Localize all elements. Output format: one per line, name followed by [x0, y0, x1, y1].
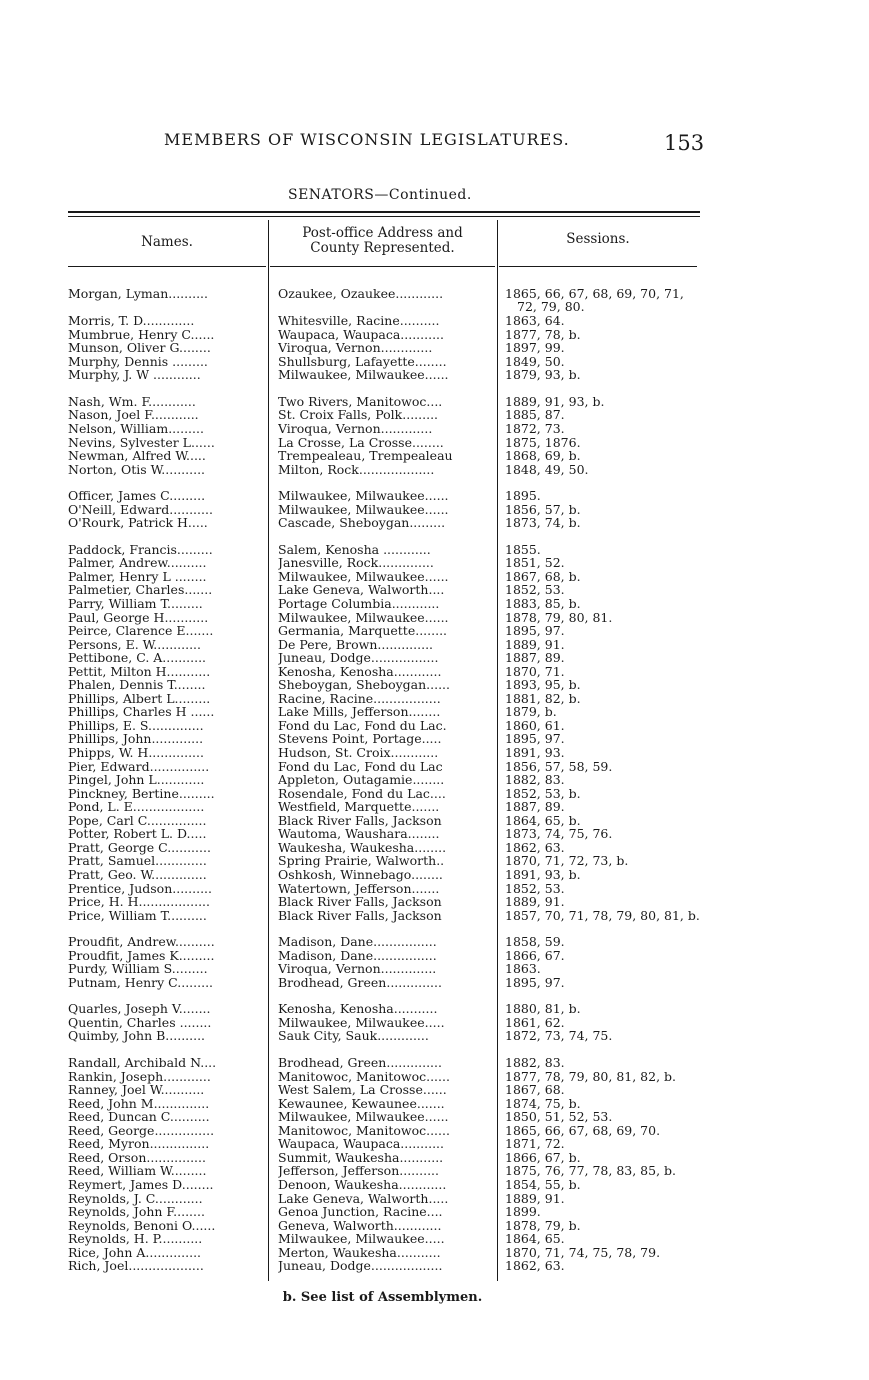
table-row	[68, 422, 700, 436]
senator-name: Persons, E. W............	[68, 638, 201, 652]
table-row	[68, 638, 700, 652]
post-office-address: Racine, Racine.................	[278, 692, 441, 706]
senator-name: Purdy, William S.........	[68, 962, 208, 976]
sessions-list: 1872, 73, 74, 75.	[505, 1029, 613, 1043]
senator-name: Price, William T..........	[68, 909, 207, 923]
senator-name: Proudfit, Andrew..........	[68, 935, 215, 949]
table-row	[68, 543, 700, 557]
senator-name: Nason, Joel F............	[68, 408, 199, 422]
sessions-list: 1862, 63.	[505, 841, 565, 855]
senator-name: Pettibone, C. A...........	[68, 651, 207, 665]
table-row	[68, 449, 700, 463]
post-office-address: Stevens Point, Portage.....	[278, 732, 442, 746]
table-top-rule	[68, 211, 700, 213]
sessions-list: 1867, 68.	[505, 1083, 565, 1097]
table-row	[68, 1137, 700, 1151]
post-office-address: Black River Falls, Jackson	[278, 814, 442, 828]
sessions-list: 1873, 74, b.	[505, 516, 581, 530]
table-row	[68, 962, 700, 976]
post-office-address: Germania, Marquette........	[278, 624, 448, 638]
sessions-list: 1852, 53.	[505, 583, 565, 597]
post-office-address: Spring Prairie, Walworth..	[278, 854, 445, 868]
column-header-names: Names.	[141, 234, 193, 250]
sessions-list: 1893, 95, b.	[505, 678, 581, 692]
post-office-address: Milton, Rock...................	[278, 463, 435, 477]
sessions-list: 1891, 93, b.	[505, 868, 581, 882]
table-row	[68, 463, 700, 477]
post-office-address: Waukesha, Waukesha........	[278, 841, 447, 855]
table-row	[68, 651, 700, 665]
table-row	[68, 773, 700, 787]
post-office-address: Wautoma, Waushara........	[278, 827, 440, 841]
senator-name: Pettit, Milton H...........	[68, 665, 211, 679]
senator-name: Phillips, E. S..............	[68, 719, 204, 733]
sessions-list: 1856, 57, 58, 59.	[505, 760, 613, 774]
senator-name: Prentice, Judson..........	[68, 882, 212, 896]
sessions-list: 1870, 71, 74, 75, 78, 79.	[505, 1246, 661, 1260]
senator-name: Reed, Duncan C..........	[68, 1110, 210, 1124]
senator-name: Phillips, Charles H ......	[68, 705, 215, 719]
post-office-address: Black River Falls, Jackson	[278, 909, 442, 923]
table-row	[68, 665, 700, 679]
senator-name: Putnam, Henry C.........	[68, 976, 214, 990]
footnote: b. See list of Assemblymen.	[282, 1290, 483, 1305]
table-row	[68, 368, 700, 382]
senator-name: Pope, Carl C...............	[68, 814, 207, 828]
table-row	[68, 597, 700, 611]
senator-name: Murphy, Dennis .........	[68, 355, 208, 369]
table-row	[68, 503, 700, 517]
section-title: SENATORS—Continued.	[288, 187, 472, 203]
senator-name: Rankin, Joseph............	[68, 1070, 211, 1084]
senator-name: Morgan, Lyman..........	[68, 287, 208, 301]
sessions-list: 1861, 62.	[505, 1016, 565, 1030]
senator-name: Pingel, John L............	[68, 773, 205, 787]
table-row	[68, 408, 700, 422]
senator-name: Peirce, Clarence E.......	[68, 624, 214, 638]
table-row	[68, 516, 700, 530]
table-row	[68, 328, 700, 342]
table-row	[68, 814, 700, 828]
table-row	[68, 314, 700, 328]
column-header-address-line: Post-office Address and	[302, 225, 463, 241]
table-row	[68, 1002, 700, 1016]
senator-name: Reymert, James D........	[68, 1178, 214, 1192]
sessions-list: 1860, 61.	[505, 719, 565, 733]
post-office-address: Lake Mills, Jefferson........	[278, 705, 441, 719]
table-row	[68, 909, 700, 923]
table-row	[68, 949, 700, 963]
sessions-list: 1871, 72.	[505, 1137, 565, 1151]
header-rule	[68, 266, 266, 267]
post-office-address: Portage Columbia............	[278, 597, 440, 611]
post-office-address: Manitowoc, Manitowoc......	[278, 1124, 450, 1138]
senator-name: Phillips, Albert L.........	[68, 692, 211, 706]
senator-name: Paddock, Francis.........	[68, 543, 213, 557]
sessions-list: 1891, 93.	[505, 746, 565, 760]
sessions-list: 1865, 66, 67, 68, 69, 70.	[505, 1124, 661, 1138]
senator-name: Newman, Alfred W.....	[68, 449, 206, 463]
table-row	[68, 611, 700, 625]
table-row	[68, 570, 700, 584]
table-row	[68, 827, 700, 841]
sessions-list: 1875, 76, 77, 78, 83, 85, b.	[505, 1164, 676, 1178]
senator-name: Phillips, John.............	[68, 732, 204, 746]
sessions-list: 1870, 71, 72, 73, b.	[505, 854, 629, 868]
sessions-list: 1899.	[505, 1205, 541, 1219]
table-row	[68, 1151, 700, 1165]
sessions-list: 1873, 74, 75, 76.	[505, 827, 613, 841]
sessions-list: 1889, 91.	[505, 895, 565, 909]
sessions-list: 1878, 79, b.	[505, 1219, 581, 1233]
post-office-address: Madison, Dane................	[278, 935, 437, 949]
post-office-address: Sauk City, Sauk.............	[278, 1029, 429, 1043]
senator-name: Parry, William T.........	[68, 597, 203, 611]
senator-name: Reynolds, Benoni O......	[68, 1219, 216, 1233]
sessions-list: 1856, 57, b.	[505, 503, 581, 517]
sessions-list: 1889, 91, 93, b.	[505, 395, 605, 409]
sessions-list: 1872, 73.	[505, 422, 565, 436]
table-row	[68, 1124, 700, 1138]
senator-name: Reynolds, J. C............	[68, 1192, 203, 1206]
sessions-list: 1874, 75, b.	[505, 1097, 581, 1111]
sessions-list: 1889, 91.	[505, 1192, 565, 1206]
post-office-address: Milwaukee, Milwaukee......	[278, 1110, 449, 1124]
column-header-address-line: County Represented.	[310, 240, 455, 256]
sessions-list: 1895.	[505, 489, 541, 503]
table-row	[68, 1083, 700, 1097]
sessions-list: 1883, 85, b.	[505, 597, 581, 611]
senator-name: Pratt, George C...........	[68, 841, 211, 855]
post-office-address: Milwaukee, Milwaukee......	[278, 503, 449, 517]
senator-name: Pinckney, Bertine.........	[68, 787, 215, 801]
senator-name: Ranney, Joel W...........	[68, 1083, 205, 1097]
page-number: 153	[664, 131, 705, 155]
post-office-address: Milwaukee, Milwaukee......	[278, 489, 449, 503]
post-office-address: West Salem, La Crosse......	[278, 1083, 447, 1097]
table-row	[68, 746, 700, 760]
post-office-address: Lake Geneva, Walworth.....	[278, 1192, 449, 1206]
senator-name: Reynolds, John F........	[68, 1205, 205, 1219]
table-row	[68, 1192, 700, 1206]
table-row	[68, 882, 700, 896]
table-row	[68, 1097, 700, 1111]
sessions-list: 1878, 79, 80, 81.	[505, 611, 613, 625]
table-row	[68, 678, 700, 692]
sessions-list: 1879, 93, b.	[505, 368, 581, 382]
post-office-address: Oshkosh, Winnebago........	[278, 868, 443, 882]
sessions-list: 1852, 53, b.	[505, 787, 581, 801]
senator-name: Reed, John M..............	[68, 1097, 210, 1111]
post-office-address: Janesville, Rock..............	[278, 556, 434, 570]
post-office-address: Viroqua, Vernon.............	[278, 341, 433, 355]
post-office-address: Genoa Junction, Racine....	[278, 1205, 443, 1219]
sessions-list: 1895, 97.	[505, 732, 565, 746]
sessions-list: 1877, 78, b.	[505, 328, 581, 342]
senator-name: Mumbrue, Henry C......	[68, 328, 215, 342]
post-office-address: Ozaukee, Ozaukee............	[278, 287, 444, 301]
post-office-address: Merton, Waukesha...........	[278, 1246, 441, 1260]
senator-name: Potter, Robert L. D.....	[68, 827, 207, 841]
table-row	[68, 287, 700, 301]
senator-name: Reed, Orson...............	[68, 1151, 206, 1165]
post-office-address: Westfield, Marquette.......	[278, 800, 440, 814]
senator-name: Quentin, Charles ........	[68, 1016, 212, 1030]
sessions-list: 1854, 55, b.	[505, 1178, 581, 1192]
post-office-address: Rosendale, Fond du Lac....	[278, 787, 446, 801]
post-office-address: Jefferson, Jefferson..........	[278, 1164, 439, 1178]
sessions-list: 1889, 91.	[505, 638, 565, 652]
sessions-list: 1864, 65, b.	[505, 814, 581, 828]
senator-name: Nevins, Sylvester L......	[68, 436, 215, 450]
table-row	[68, 976, 700, 990]
table-row	[68, 1056, 700, 1070]
table-row	[68, 341, 700, 355]
sessions-list: 1863, 64.	[505, 314, 565, 328]
post-office-address: Black River Falls, Jackson	[278, 895, 442, 909]
table-row	[68, 1029, 700, 1043]
table-row	[68, 1219, 700, 1233]
senator-name: Nelson, William.........	[68, 422, 204, 436]
senator-name: O'Rourk, Patrick H.....	[68, 516, 208, 530]
post-office-address: Fond du Lac, Fond du Lac.	[278, 719, 447, 733]
post-office-address: Milwaukee, Milwaukee......	[278, 368, 449, 382]
running-title: MEMBERS OF WISCONSIN LEGISLATURES.	[164, 130, 570, 149]
sessions-list: 1858, 59.	[505, 935, 565, 949]
senator-name: Palmer, Andrew..........	[68, 556, 207, 570]
sessions-list: 1867, 68, b.	[505, 570, 581, 584]
sessions-list: 1882, 83.	[505, 773, 565, 787]
senator-name: Palmetier, Charles.......	[68, 583, 213, 597]
senator-name: Price, H. H..................	[68, 895, 210, 909]
senator-name: Morris, T. D.............	[68, 314, 195, 328]
sessions-list: 1868, 69, b.	[505, 449, 581, 463]
post-office-address: Two Rivers, Manitowoc....	[278, 395, 443, 409]
table-row	[68, 1164, 700, 1178]
table-row	[68, 583, 700, 597]
senator-name: Reynolds, H. P...........	[68, 1232, 203, 1246]
sessions-list: 1857, 70, 71, 78, 79, 80, 81, b.	[505, 909, 700, 923]
sessions-list: 1855.	[505, 543, 541, 557]
post-office-address: Milwaukee, Milwaukee......	[278, 570, 449, 584]
sessions-list: 1895, 97.	[505, 624, 565, 638]
post-office-address: Juneau, Dodge.................	[278, 651, 439, 665]
senator-name: Proudfit, James K.........	[68, 949, 215, 963]
senator-name: Pond, L. E..................	[68, 800, 205, 814]
table-row	[68, 355, 700, 369]
post-office-address: Waupaca, Waupaca...........	[278, 1137, 444, 1151]
sessions-list: 1863.	[505, 962, 541, 976]
table-row	[68, 395, 700, 409]
senator-name: Reed, George...............	[68, 1124, 215, 1138]
post-office-address: Denoon, Waukesha............	[278, 1178, 447, 1192]
table-row	[68, 624, 700, 638]
sessions-list: 1864, 65.	[505, 1232, 565, 1246]
post-office-address: De Pere, Brown..............	[278, 638, 434, 652]
sessions-list: 1848, 49, 50.	[505, 463, 589, 477]
table-row	[68, 1016, 700, 1030]
table-row	[68, 935, 700, 949]
senator-name: Murphy, J. W ............	[68, 368, 201, 382]
post-office-address: Shullsburg, Lafayette........	[278, 355, 447, 369]
post-office-address: Fond du Lac, Fond du Lac	[278, 760, 443, 774]
post-office-address: Whitesville, Racine..........	[278, 314, 440, 328]
post-office-address: Milwaukee, Milwaukee......	[278, 611, 449, 625]
senator-name: Pratt, Samuel.............	[68, 854, 207, 868]
table-row	[68, 1259, 700, 1273]
table-row	[68, 436, 700, 450]
table-row	[68, 1070, 700, 1084]
senator-name: Phalen, Dennis T........	[68, 678, 206, 692]
sessions-list: 1882, 83.	[505, 1056, 565, 1070]
sessions-list: 1881, 82, b.	[505, 692, 581, 706]
sessions-list: 1880, 81, b.	[505, 1002, 581, 1016]
sessions-continuation: 72, 79, 80.	[517, 299, 585, 314]
senator-name: Pier, Edward...............	[68, 760, 210, 774]
sessions-list: 1897, 99.	[505, 341, 565, 355]
post-office-address: Cascade, Sheboygan.........	[278, 516, 446, 530]
post-office-address: Appleton, Outagamie........	[278, 773, 445, 787]
table-row	[68, 895, 700, 909]
senator-name: Munson, Oliver G........	[68, 341, 211, 355]
sessions-list: 1895, 97.	[505, 976, 565, 990]
post-office-address: Manitowoc, Manitowoc......	[278, 1070, 450, 1084]
post-office-address: Brodhead, Green..............	[278, 976, 442, 990]
table-row	[68, 489, 700, 503]
post-office-address: Juneau, Dodge..................	[278, 1259, 443, 1273]
table-row	[68, 787, 700, 801]
post-office-address: Watertown, Jefferson.......	[278, 882, 440, 896]
table-top-rule-thin	[68, 216, 700, 217]
sessions-list: 1865, 66, 67, 68, 69, 70, 71,	[505, 287, 684, 301]
table-row	[68, 1205, 700, 1219]
senator-name: Paul, George H...........	[68, 611, 209, 625]
senator-name: Quarles, Joseph V........	[68, 1002, 211, 1016]
table-row	[68, 800, 700, 814]
sessions-list: 1849, 50.	[505, 355, 565, 369]
sessions-list: 1875, 1876.	[505, 436, 581, 450]
sessions-list: 1851, 52.	[505, 556, 565, 570]
sessions-list: 1877, 78, 79, 80, 81, 82, b.	[505, 1070, 676, 1084]
table-row	[68, 841, 700, 855]
sessions-list: 1866, 67, b.	[505, 1151, 581, 1165]
senator-name: Phipps, W. H..............	[68, 746, 204, 760]
post-office-address: La Crosse, La Crosse........	[278, 436, 444, 450]
table-row	[68, 1232, 700, 1246]
post-office-address: Sheboygan, Sheboygan......	[278, 678, 450, 692]
table-row	[68, 1110, 700, 1124]
senator-name: Norton, Otis W...........	[68, 463, 206, 477]
post-office-address: Milwaukee, Milwaukee.....	[278, 1016, 445, 1030]
table-row	[68, 556, 700, 570]
senator-name: Randall, Archibald N....	[68, 1056, 217, 1070]
table-row	[68, 854, 700, 868]
post-office-address: St. Croix Falls, Polk.........	[278, 408, 439, 422]
post-office-address: Kenosha, Kenosha...........	[278, 1002, 438, 1016]
post-office-address: Geneva, Walworth............	[278, 1219, 442, 1233]
header-rule	[499, 266, 697, 267]
table-row	[68, 732, 700, 746]
senator-name: Reed, William W.........	[68, 1164, 207, 1178]
sessions-list: 1862, 63.	[505, 1259, 565, 1273]
table-row	[68, 1246, 700, 1260]
senator-name: Quimby, John B..........	[68, 1029, 206, 1043]
post-office-address: Brodhead, Green..............	[278, 1056, 442, 1070]
sessions-list: 1866, 67.	[505, 949, 565, 963]
senator-name: Rich, Joel...................	[68, 1259, 204, 1273]
sessions-list: 1887, 89.	[505, 800, 565, 814]
post-office-address: Viroqua, Vernon..............	[278, 962, 437, 976]
column-header-sessions: Sessions.	[566, 231, 630, 247]
post-office-address: Kewaunee, Kewaunee.......	[278, 1097, 445, 1111]
post-office-address: Kenosha, Kenosha............	[278, 665, 442, 679]
senator-name: Palmer, Henry L ........	[68, 570, 207, 584]
senator-name: Pratt, Geo. W..............	[68, 868, 207, 882]
column-header-address	[270, 226, 495, 256]
post-office-address: Madison, Dane................	[278, 949, 437, 963]
senator-name: Officer, James C.........	[68, 489, 206, 503]
table-row	[68, 760, 700, 774]
sessions-list: 1870, 71.	[505, 665, 565, 679]
senator-name: O'Neill, Edward...........	[68, 503, 213, 517]
post-office-address: Summit, Waukesha...........	[278, 1151, 444, 1165]
senator-name: Nash, Wm. F............	[68, 395, 196, 409]
header-rule	[270, 266, 495, 267]
post-office-address: Milwaukee, Milwaukee.....	[278, 1232, 445, 1246]
table-row	[68, 868, 700, 882]
post-office-address: Waupaca, Waupaca...........	[278, 328, 444, 342]
sessions-list: 1885, 87.	[505, 408, 565, 422]
sessions-list: 1879, b.	[505, 705, 557, 719]
table-row	[68, 1178, 700, 1192]
sessions-list: 1852, 53.	[505, 882, 565, 896]
senator-name: Rice, John A..............	[68, 1246, 202, 1260]
table-row	[68, 719, 700, 733]
post-office-address: Trempealeau, Trempealeau	[278, 449, 453, 463]
sessions-list: 1887, 89.	[505, 651, 565, 665]
sessions-list: 1850, 51, 52, 53.	[505, 1110, 613, 1124]
post-office-address: Salem, Kenosha ............	[278, 543, 431, 557]
senator-name: Reed, Myron...............	[68, 1137, 210, 1151]
post-office-address: Viroqua, Vernon.............	[278, 422, 433, 436]
post-office-address: Hudson, St. Croix............	[278, 746, 439, 760]
table-row	[68, 692, 700, 706]
post-office-address: Lake Geneva, Walworth....	[278, 583, 445, 597]
table-row	[68, 705, 700, 719]
